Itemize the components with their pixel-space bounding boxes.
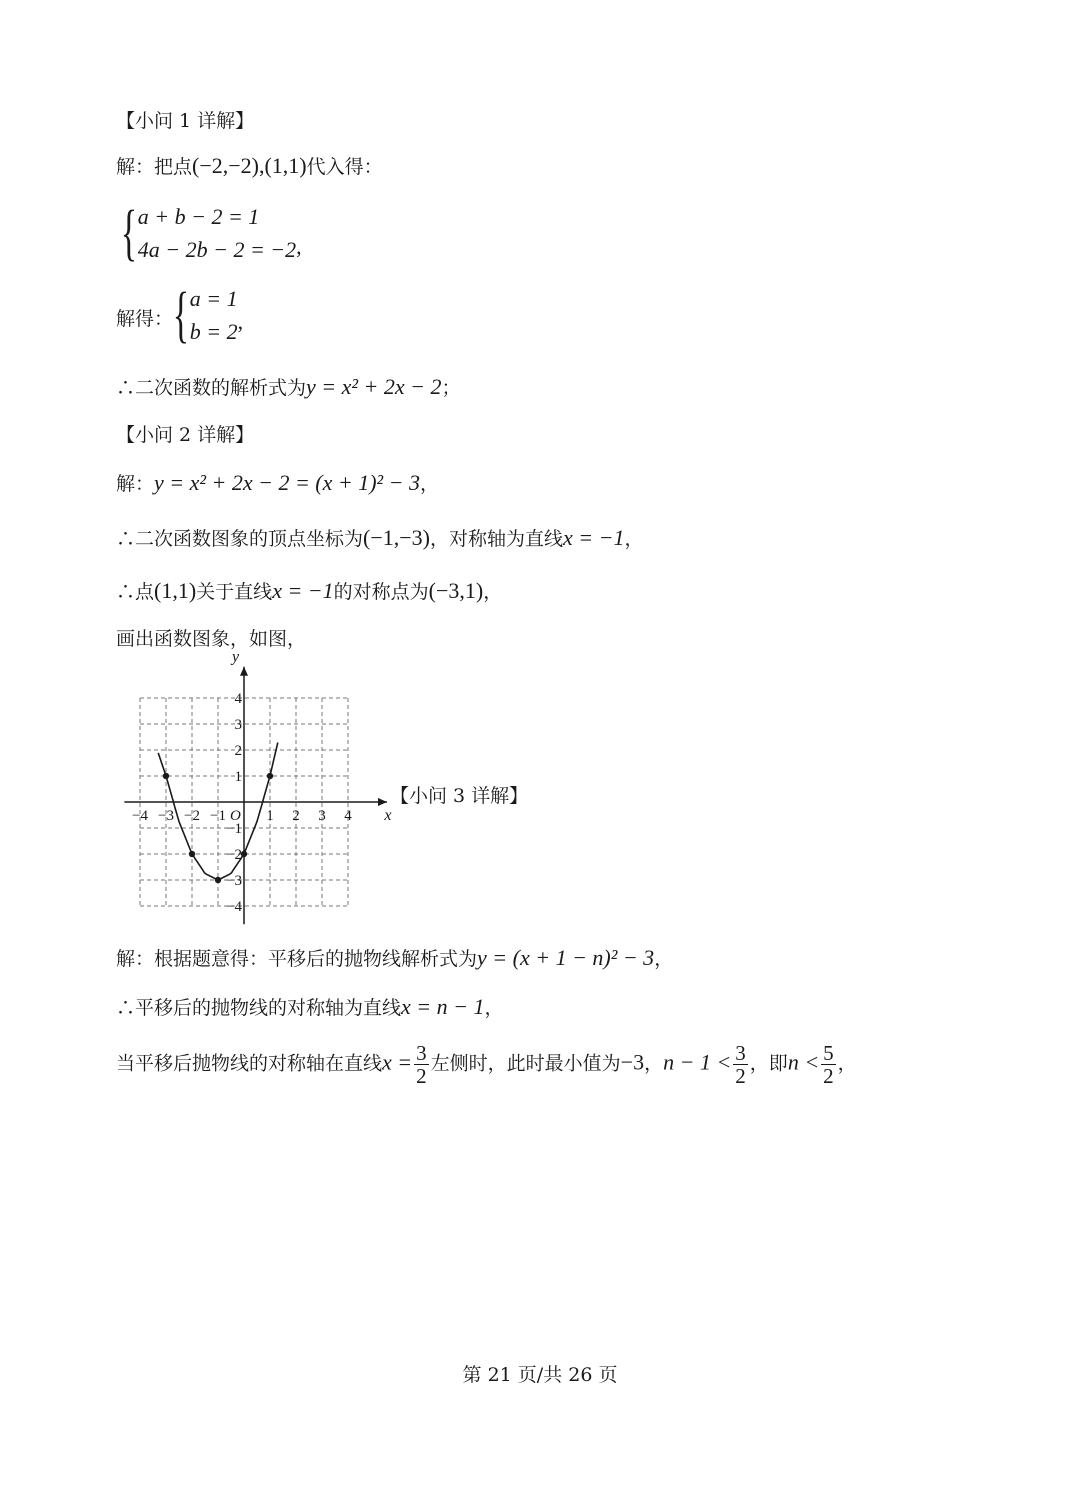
part1-heading: 【小问 1 详解】 <box>116 110 255 132</box>
sym-result: (−3,1) <box>428 578 484 603</box>
condition-mid: 左侧时，此时最小值为 <box>430 1052 621 1075</box>
axis-of-symmetry: x = −1 <box>563 525 625 550</box>
vertex-mid: ，对称轴为直线 <box>429 528 563 550</box>
system1-comma: , <box>296 234 302 259</box>
part1-equation-system <box>114 200 302 266</box>
frac1-num: 3 <box>416 1041 427 1065</box>
part2-vertex-form-line <box>116 470 439 496</box>
page-footer: 第 21 页/共 26 页 <box>462 1364 618 1386</box>
frac1-den: 2 <box>416 1064 427 1089</box>
x-tick-label: −4 <box>132 808 148 824</box>
condition-sep: ， <box>644 1052 664 1075</box>
part3-axis-prefix: ∴平移后的抛物线的对称轴为直线 <box>116 997 402 1019</box>
graph-point <box>267 773 273 779</box>
x-tick-label: −2 <box>184 808 200 824</box>
part1-substitute-line <box>116 153 383 179</box>
y-tick-label: 4 <box>234 691 242 707</box>
frac3-num: 5 <box>823 1041 834 1065</box>
left-brace: { <box>172 281 190 349</box>
system2-eq1: a = 1 <box>189 286 238 311</box>
y-tick-label: 1 <box>234 769 242 785</box>
condition-mid2: ，即 <box>749 1052 788 1075</box>
part1-points: (−2,−2),(1,1) <box>192 153 307 178</box>
shifted-axis: x = n − 1 <box>401 994 485 1019</box>
conclusion-formula: y = x² + 2x − 2 <box>306 374 442 399</box>
part3-line2-end: ， <box>484 997 504 1019</box>
part1-conclusion <box>116 374 460 400</box>
sym-mid2: 的对称点为 <box>333 581 429 603</box>
part3-condition-line <box>116 1042 857 1087</box>
part1-solve-prefix: 解得： <box>116 308 174 330</box>
y-tick-label: 2 <box>234 743 242 759</box>
conclusion-prefix: ∴二次函数的解析式为 <box>116 377 307 399</box>
part2-vertex-line <box>116 525 643 551</box>
conclusion-end: ； <box>441 377 461 399</box>
graph-point <box>163 773 169 779</box>
y-tick-label: 3 <box>234 717 242 733</box>
fraction-three-halves <box>414 1042 429 1087</box>
condition-end: ， <box>837 1052 857 1075</box>
inequality-1: n − 1 < <box>663 1049 732 1075</box>
system1-eq2: 4a − 2b − 2 = −2 <box>137 237 297 262</box>
y-tick-label: −4 <box>226 899 242 915</box>
shifted-formula: y = (x + 1 − n)² − 3 <box>477 945 655 970</box>
part2-line1-end: ， <box>420 473 440 495</box>
part2-prefix: 解： <box>116 473 155 495</box>
tick-labels <box>132 691 352 915</box>
x-tick-label: 2 <box>292 808 300 824</box>
sym-end: ， <box>483 581 503 603</box>
part1-substitute-prefix: 解：把点 <box>116 156 193 178</box>
vertex-form-formula: y = x² + 2x − 2 = (x + 1)² − 3 <box>154 470 420 495</box>
x-tick-label: −1 <box>210 808 226 824</box>
inequality-2: n < <box>787 1049 820 1075</box>
graph-point <box>189 851 195 857</box>
left-brace: { <box>120 199 138 267</box>
x-tick-label: −3 <box>158 808 174 824</box>
minimum-value: −3 <box>620 1049 645 1075</box>
x-tick-label: 1 <box>266 808 274 824</box>
part2-symmetric-line <box>116 578 502 604</box>
vertex-prefix: ∴二次函数图象的顶点坐标为 <box>116 528 364 550</box>
part3-prefix: 解：根据题意得：平移后的抛物线解析式为 <box>116 948 478 970</box>
frac3-den: 2 <box>823 1064 834 1089</box>
y-tick-label: −2 <box>226 847 242 863</box>
x-axis-label: x <box>384 807 392 824</box>
vertex-end: ， <box>624 528 644 550</box>
system2-eq2: b = 2 <box>189 319 238 344</box>
sym-prefix: ∴点 <box>116 581 155 603</box>
frac2-den: 2 <box>735 1064 746 1089</box>
parabola-graph <box>118 652 398 932</box>
x-tick-label: 3 <box>318 808 326 824</box>
part1-solution-system <box>166 282 243 348</box>
part3-shift-line <box>116 945 673 971</box>
y-tick-label: −3 <box>226 873 242 889</box>
part3-axis-line <box>116 994 504 1020</box>
frac2-num: 3 <box>735 1041 746 1065</box>
condition-prefix: 当平移后抛物线的对称轴在直线 <box>116 1052 383 1075</box>
system1-eq1: a + b − 2 = 1 <box>137 204 260 229</box>
part1-substitute-suffix: 代入得： <box>306 156 383 178</box>
x-axis-arrow <box>378 798 387 806</box>
part3-heading: 【小问 3 详解】 <box>390 785 529 807</box>
fraction-five-halves <box>821 1042 836 1087</box>
fraction-three-halves-2 <box>733 1042 748 1087</box>
sym-mid: 关于直线 <box>196 581 273 603</box>
origin-label: O <box>230 808 241 824</box>
condition-x: x = <box>382 1049 413 1075</box>
vertex-coordinates: (−1,−3) <box>363 525 430 550</box>
sym-point: (1,1) <box>154 578 197 603</box>
y-tick-label: −1 <box>226 821 242 837</box>
sym-line: x = −1 <box>272 578 334 603</box>
y-axis-label: y <box>232 652 240 666</box>
part2-draw-text: 画出函数图象，如图， <box>116 628 307 650</box>
part2-heading: 【小问 2 详解】 <box>116 424 255 446</box>
y-axis-arrow <box>240 667 248 676</box>
part3-line1-end: ， <box>654 948 674 970</box>
graph-point <box>215 877 221 883</box>
system2-comma: , <box>237 309 244 334</box>
x-tick-label: 4 <box>344 808 352 824</box>
